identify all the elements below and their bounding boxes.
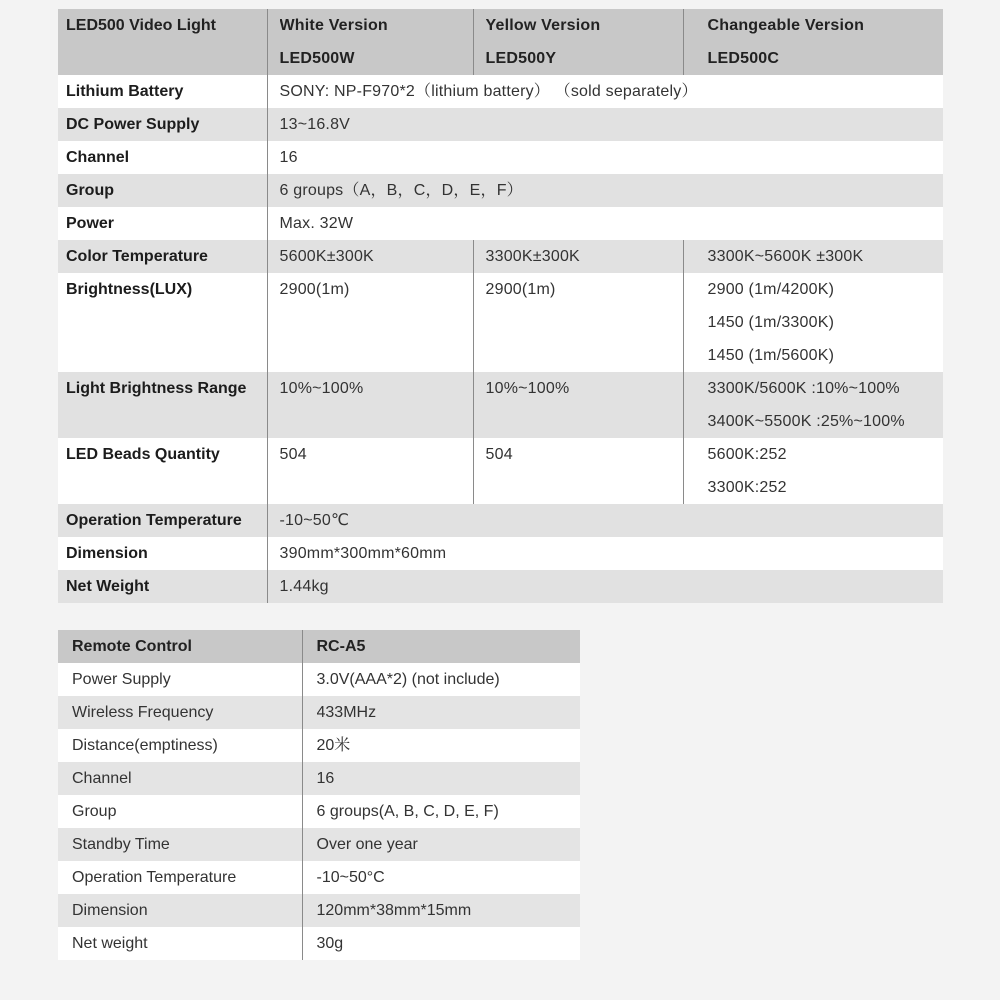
remote-label: Distance(emptiness) (58, 729, 302, 762)
remote-row (58, 795, 580, 828)
remote-value: 16 (302, 762, 580, 795)
spec-value: 16 (267, 141, 943, 174)
remote-label: Standby Time (58, 828, 302, 861)
remote-row (58, 696, 580, 729)
remote-row (58, 861, 580, 894)
spec-row-range (58, 372, 943, 438)
spec-row-channel (58, 141, 943, 174)
header-model-cell: LED500 Video Light (58, 9, 267, 75)
spec-label: Operation Temperature (58, 504, 267, 537)
spec-label: LED Beads Quantity (58, 438, 267, 504)
spec-value-white: 2900(1m) (267, 273, 473, 372)
spec-label: Brightness(LUX) (58, 273, 267, 372)
spec-value: 13~16.8V (267, 108, 943, 141)
spec-value: SONY: NP-F970*2（lithium battery） （sold separately） (267, 75, 943, 108)
spec-value: 390mm*300mm*60mm (267, 537, 943, 570)
spec-label: Color Temperature (58, 240, 267, 273)
spec-value-changeable: 5600K:252 3300K:252 (683, 438, 943, 504)
remote-value: 120mm*38mm*15mm (302, 894, 580, 927)
remote-value: 20米 (302, 729, 580, 762)
remote-value: -10~50°C (302, 861, 580, 894)
remote-row (58, 894, 580, 927)
remote-row (58, 729, 580, 762)
spec-value-white: 504 (267, 438, 473, 504)
spec-row-power (58, 207, 943, 240)
spec-value-changeable: 2900 (1m/4200K) 1450 (1m/3300K) 1450 (1m/5600K) (683, 273, 943, 372)
spec-value-changeable: 3300K~5600K ±300K (683, 240, 943, 273)
spec-value-yellow: 504 (473, 438, 683, 504)
spec-label: Lithium Battery (58, 75, 267, 108)
spec-value-yellow: 3300K±300K (473, 240, 683, 273)
remote-label: Power Supply (58, 663, 302, 696)
spec-value-yellow: 2900(1m) (473, 273, 683, 372)
spec-row-dc (58, 108, 943, 141)
remote-value: 433MHz (302, 696, 580, 729)
remote-value: Over one year (302, 828, 580, 861)
header-changeable-cell: Changeable Version LED500C (683, 9, 943, 75)
header-white-cell: White Version LED500W (267, 9, 473, 75)
spec-value: 6 groups（A，B，C，D，E，F） (267, 174, 943, 207)
spec-label: Light Brightness Range (58, 372, 267, 438)
spec-row-group (58, 174, 943, 207)
remote-label: Net weight (58, 927, 302, 960)
spec-value: -10~50℃ (267, 504, 943, 537)
spec-row-beads (58, 438, 943, 504)
led500-spec-table (58, 9, 943, 603)
remote-value: 30g (302, 927, 580, 960)
spec-value: Max. 32W (267, 207, 943, 240)
remote-label: Dimension (58, 894, 302, 927)
spec-row-battery (58, 75, 943, 108)
spec-row-weight (58, 570, 943, 603)
spec-value: 1.44kg (267, 570, 943, 603)
spec-label: Power (58, 207, 267, 240)
spec-header-row (58, 9, 943, 75)
remote-row (58, 828, 580, 861)
spec-value-yellow: 10%~100% (473, 372, 683, 438)
spec-value-white: 5600K±300K (267, 240, 473, 273)
spec-row-op-temp (58, 504, 943, 537)
remote-label: Channel (58, 762, 302, 795)
remote-header-label: Remote Control (58, 630, 302, 663)
remote-control-table (58, 630, 580, 960)
remote-label: Operation Temperature (58, 861, 302, 894)
spec-label: Net Weight (58, 570, 267, 603)
header-yellow-cell: Yellow Version LED500Y (473, 9, 683, 75)
remote-row (58, 663, 580, 696)
spec-value-changeable: 3300K/5600K :10%~100% 3400K~5500K :25%~100% (683, 372, 943, 438)
remote-header-model: RC-A5 (302, 630, 580, 663)
remote-header-row (58, 630, 580, 663)
spec-value-white: 10%~100% (267, 372, 473, 438)
spec-label: Dimension (58, 537, 267, 570)
spec-row-brightness (58, 273, 943, 372)
spec-row-dimension (58, 537, 943, 570)
spec-label: Channel (58, 141, 267, 174)
spec-label: Group (58, 174, 267, 207)
spec-row-color-temp (58, 240, 943, 273)
remote-label: Wireless Frequency (58, 696, 302, 729)
spec-label: DC Power Supply (58, 108, 267, 141)
remote-value: 3.0V(AAA*2) (not include) (302, 663, 580, 696)
remote-row (58, 762, 580, 795)
remote-value: 6 groups(A, B, C, D, E, F) (302, 795, 580, 828)
remote-label: Group (58, 795, 302, 828)
remote-row (58, 927, 580, 960)
